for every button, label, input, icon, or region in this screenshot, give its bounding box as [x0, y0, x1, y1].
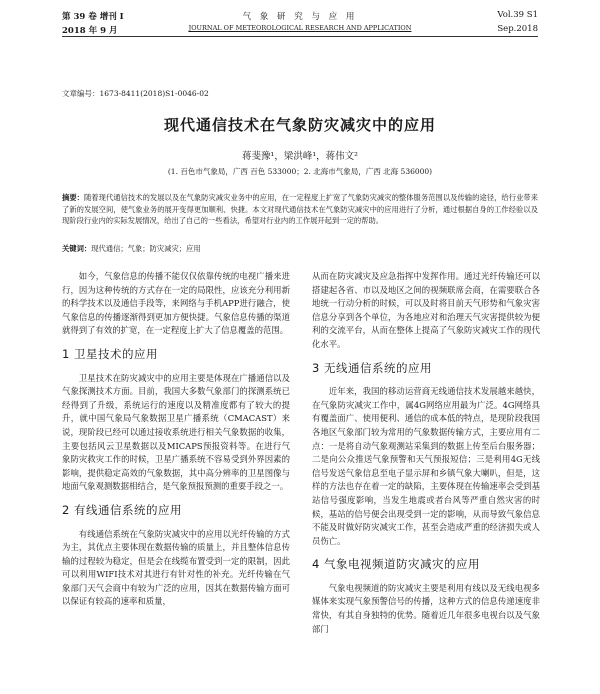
section-3-text: 近年来，我国的移动运营商无线通信技术发展越来越快，在气象防灾减灾工作中，属4G网络应用最为广泛。4G网络具有覆盖面广、使用便利、通信的成本低的特点，是现阶段我国各地区气象部门较为常用的气象数据传输方式，主要应用有二点：一是将自动气象观测站采集到的数据上传至后台服务器；二是向公众推送气象预警和天气预报短信；三是利用4G无线信号发送气象信息至电子显示屏和乡镇气象大喇叭，但是，这样的方法也存在着一定的缺陷，主要体现在传输速率会受到基站信号强度影响，当发生地震或者台风等严重自然灾害的时候，基站的信号便会出现受到一定的影响，从而导致气象信息不能及时做好防灾减灾工作，甚至会造成严重的经济损失或人员伤亡。: [312, 386, 540, 546]
abstract-label: 摘要：: [62, 193, 84, 202]
volume-label: 第 39 卷 增刊 I: [62, 12, 124, 22]
keywords-label: 关键词：: [62, 244, 92, 253]
right-column: [312, 270, 540, 636]
header-rule: [62, 36, 538, 37]
authors: 蒋斐豫¹，梁洪峰¹，蒋伟文²: [242, 151, 358, 162]
date-en: Sep.2018: [497, 24, 538, 34]
journal-title-en: JOURNAL OF METEOROLOGICAL RESEARCH AND APPLICATION: [188, 24, 412, 32]
abstract: [62, 192, 538, 227]
volume-en: Vol.39 S1: [497, 10, 538, 20]
running-header: [62, 2, 538, 46]
keywords-text: 现代通信；气象；防灾减灾；应用: [91, 244, 201, 253]
section-3-heading: 3 无线通信系统的应用: [312, 360, 432, 375]
keywords: [62, 244, 538, 254]
journal-title-cn: 气 象 研 究 与 应 用: [242, 12, 358, 22]
section-2-heading: 2 有线通信系统的应用: [62, 502, 182, 517]
section-1-heading: 1 卫星技术的应用: [62, 346, 158, 361]
section-2-text: 有线通信系统在气象防灾减灾中的应用以光纤传输的方式为主，其优点主要体现在数据传输的质量上，并且整体信息传输的过程较为稳定，但是会在线缆布置受到一定的限制，因此可以利用WIFI技术对其进行有针对性的补充。光纤传输在气象部门天气会商中有较为广泛的应用，因其在数据传输方面可以保证有较高的速率和质量，: [62, 528, 290, 607]
issue-date: 2018 年 9 月: [62, 26, 118, 36]
paper-title: 现代通信技术在气象防灾减灾中的应用: [163, 116, 436, 134]
continued-paragraph: 从而在防灾减灾及应急指挥中发挥作用。通过光纤传输还可以搭建起各省、市以及地区之间的视频联席会商，在需要联合各地统一行动分析的时候，可以及时将目前天气形势和气象灾害信息分享到各个单位，为各地应对和治理天气灾害提供较为便利的交流平台，从而在整体上提高了气象防灾减灾工作的现代化水平。: [312, 271, 540, 349]
abstract-text: 随着现代通信技术的发展以及在气象防灾减灾业务中的应用，在一定程度上扩宽了气象防灾减灾的整体服务范围以及传输的途径，给行业带来了新的发展空间，使气象业务的展开变得更加顺利、快捷。本文对现代通信技术在气象防灾减灾中的应用进行了分析，通过根据自身的工作经验以及现阶段行业内的实际发展情况，给出了自己的一些看法，希望对行业内的工作展开起到一定的帮助。: [62, 193, 539, 225]
affiliation: (1. 百色市气象局，广西 百色 533000；2. 北海市气象局，广西 北海 536000): [167, 167, 433, 176]
article-number: 文章编号：1673-8411(2018)S1-0046-02: [62, 89, 209, 98]
section-4-heading: 4 气象电视频道防灾减灾的应用: [312, 557, 480, 572]
left-column: [62, 270, 290, 609]
section-4-text: 气象电视频道的防灾减灾主要是利用有线以及无线电视多媒体来实现气象预警信号的传播，这种方式的信息传递速度非常快，有其自身独特的优势。随着近几年很多电视台以及气象部门: [312, 582, 540, 634]
intro-paragraph: 如今，气象信息的传播不能仅仅依靠传统的电视广播来进行，因为这种传统的方式存在一定的局限性，应该充分利用新的科学技术以及通信手段等，来网络与手机APP进行融合，使气象信息的传播逐渐得到更加方便快捷。气象信息传播的渠道就得到了有效的扩宽，在一定程度上扩大了信息覆盖的范围。: [62, 271, 290, 336]
section-1-text: 卫星技术在防灾减灾中的应用主要是体现在广播通信以及气象探测技术方面。目前，我国大多数气象部门的探测系统已经得到了升级，系统运行的速度以及精准度都有了较大的提升，就中国气象局气象数据卫星广播系统（CMACAST）来说，现阶段已经可以通过接收系统进行相关气象数据的收集，主要包括风云卫星数据以及MICAPS预报资料等。在进行气象防灾救灾工作的时候，卫星广播系统不容易受到外界因素的影响，提供稳定高效的气象数据，其中高分辨率的卫星图像与地面气象观测数据相结合，是气象预报预测的重要手段之一。: [62, 372, 290, 492]
